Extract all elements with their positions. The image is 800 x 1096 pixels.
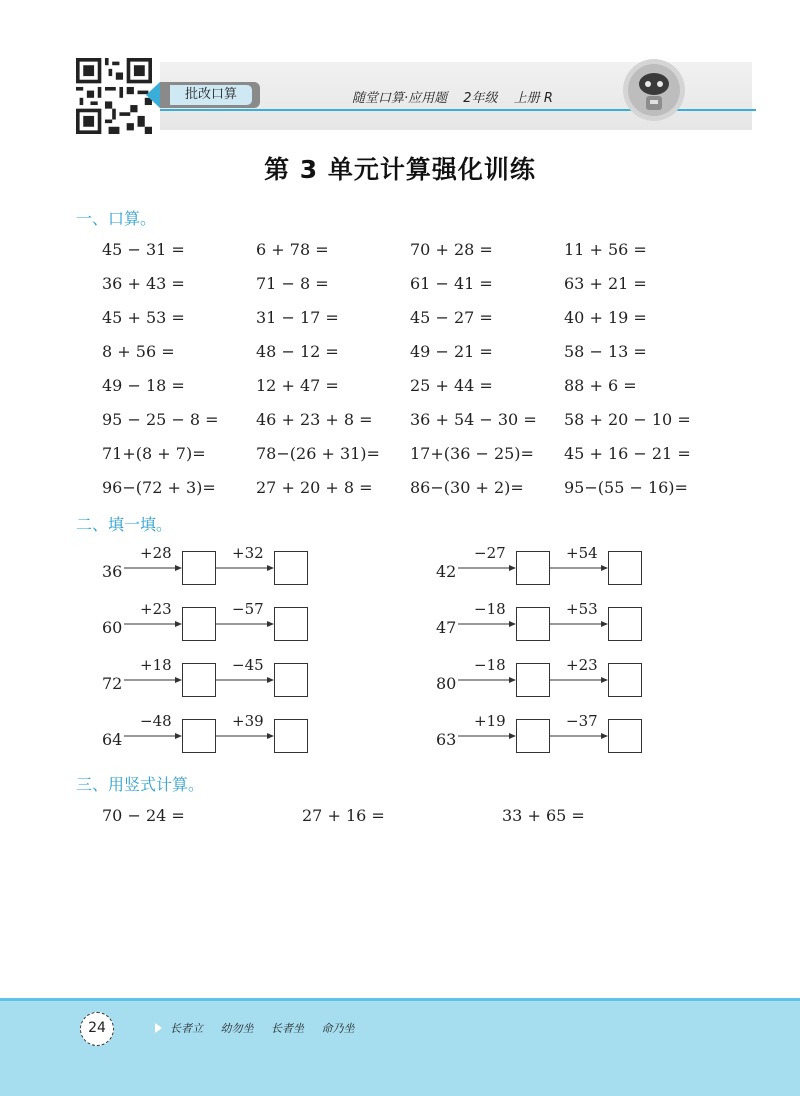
volume-label: 上册 R xyxy=(513,91,553,106)
arrow-right-icon xyxy=(458,675,516,685)
qr-code-icon[interactable] xyxy=(76,58,152,134)
arrow-right-icon xyxy=(216,731,274,741)
footer-divider xyxy=(0,998,800,1001)
oral-problem: 61 − 41 = xyxy=(410,274,493,293)
arrow-right-icon xyxy=(458,731,516,741)
chain-start-number: 60 xyxy=(102,618,123,637)
chain-operation-label: +32 xyxy=(232,544,264,562)
oral-problem: 11 + 56 = xyxy=(564,240,647,259)
oral-problem: 31 − 17 = xyxy=(256,308,339,327)
vertical-problem: 70 − 24 = xyxy=(102,806,185,825)
oral-problem: 70 + 28 = xyxy=(410,240,493,259)
answer-box[interactable] xyxy=(608,551,642,585)
chain-operation-label: −27 xyxy=(474,544,506,562)
oral-problem: 88 + 6 = xyxy=(564,376,637,395)
arrow-right-icon xyxy=(216,563,274,573)
oral-problem: 58 − 13 = xyxy=(564,342,647,361)
motto-phrase: 长者坐 xyxy=(271,1022,304,1035)
answer-box[interactable] xyxy=(274,663,308,697)
oral-problem: 78−(26 + 31)= xyxy=(256,444,380,463)
oral-problem: 48 − 12 = xyxy=(256,342,339,361)
play-arrow-icon xyxy=(155,1023,162,1033)
chain-start-number: 42 xyxy=(436,562,457,581)
page-title: 第 3 单元计算强化训练 xyxy=(264,155,536,184)
oral-problem: 12 + 47 = xyxy=(256,376,339,395)
oral-problem: 71 − 8 = xyxy=(256,274,329,293)
chain-operation-label: +54 xyxy=(566,544,598,562)
oral-problem: 45 + 16 − 21 = xyxy=(564,444,691,463)
chain-operation-label: −45 xyxy=(232,656,264,674)
chain-start-number: 63 xyxy=(436,730,457,749)
oral-problem: 49 − 18 = xyxy=(102,376,185,395)
oral-problem: 36 + 54 − 30 = xyxy=(410,410,537,429)
section-heading-vertical: 三、用竖式计算。 xyxy=(76,775,205,794)
answer-box[interactable] xyxy=(516,607,550,641)
oral-problem: 86−(30 + 2)= xyxy=(410,478,524,497)
oral-problem: 49 − 21 = xyxy=(410,342,493,361)
arrow-right-icon xyxy=(458,563,516,573)
oral-problem: 25 + 44 = xyxy=(410,376,493,395)
answer-box[interactable] xyxy=(182,551,216,585)
chain-start-number: 36 xyxy=(102,562,123,581)
oral-problem: 58 + 20 − 10 = xyxy=(564,410,691,429)
chain-operation-label: +23 xyxy=(566,656,598,674)
answer-box[interactable] xyxy=(274,719,308,753)
section-heading-oral: 一、口算。 xyxy=(76,209,157,228)
header-tab[interactable] xyxy=(160,82,260,108)
arrow-right-icon xyxy=(216,675,274,685)
fill-chain xyxy=(102,712,402,768)
section-heading-fill: 二、填一填。 xyxy=(76,515,173,534)
motto-phrase: 幼勿坐 xyxy=(220,1022,254,1035)
answer-box[interactable] xyxy=(608,663,642,697)
page-header xyxy=(0,0,800,140)
answer-box[interactable] xyxy=(182,663,216,697)
arrow-right-icon xyxy=(550,619,608,629)
oral-problem: 27 + 20 + 8 = xyxy=(256,478,373,497)
grade-label: 2年级 xyxy=(463,91,498,106)
oral-problem: 40 + 19 = xyxy=(564,308,647,327)
chain-operation-label: −48 xyxy=(140,712,172,730)
fill-chain xyxy=(436,656,736,712)
chain-operation-label: +18 xyxy=(140,656,172,674)
book-info xyxy=(352,87,565,106)
answer-box[interactable] xyxy=(274,607,308,641)
oral-problem: 8 + 56 = xyxy=(102,342,175,361)
answer-box[interactable] xyxy=(516,719,550,753)
fill-chain xyxy=(436,712,736,768)
motto-phrase: 命乃坐 xyxy=(321,1022,355,1035)
chain-start-number: 47 xyxy=(436,618,457,637)
page-number: 24 xyxy=(80,1012,114,1046)
vertical-problem: 33 + 65 = xyxy=(502,806,585,825)
motto-phrase: 长者立 xyxy=(170,1022,203,1035)
oral-problem: 95 − 25 − 8 = xyxy=(102,410,219,429)
answer-box[interactable] xyxy=(182,607,216,641)
chain-start-number: 80 xyxy=(436,674,457,693)
oral-problem: 96−(72 + 3)= xyxy=(102,478,216,497)
book-title: 随堂口算·应用题 xyxy=(352,91,448,106)
arrow-right-icon xyxy=(124,731,182,741)
chain-operation-label: −18 xyxy=(474,656,506,674)
oral-problem: 71+(8 + 7)= xyxy=(102,444,206,463)
oral-problem: 45 − 31 = xyxy=(102,240,185,259)
chain-start-number: 72 xyxy=(102,674,123,693)
arrow-right-icon xyxy=(124,563,182,573)
answer-box[interactable] xyxy=(608,719,642,753)
fill-chain xyxy=(102,656,402,712)
chain-operation-label: +28 xyxy=(140,544,172,562)
arrow-right-icon xyxy=(124,619,182,629)
fill-chain xyxy=(436,600,736,656)
answer-box[interactable] xyxy=(274,551,308,585)
answer-box[interactable] xyxy=(516,551,550,585)
chain-operation-label: +53 xyxy=(566,600,598,618)
header-tab-label: 批改口算 xyxy=(170,85,252,105)
oral-problem: 6 + 78 = xyxy=(256,240,329,259)
chain-start-number: 64 xyxy=(102,730,123,749)
oral-problem: 17+(36 − 25)= xyxy=(410,444,534,463)
oral-problem: 95−(55 − 16)= xyxy=(564,478,688,497)
arrow-right-icon xyxy=(458,619,516,629)
arrow-right-icon xyxy=(216,619,274,629)
answer-box[interactable] xyxy=(516,663,550,697)
oral-problem: 46 + 23 + 8 = xyxy=(256,410,373,429)
oral-problem: 45 − 27 = xyxy=(410,308,493,327)
answer-box[interactable] xyxy=(182,719,216,753)
footer-band xyxy=(0,998,800,1096)
arrow-right-icon xyxy=(550,675,608,685)
chain-operation-label: +23 xyxy=(140,600,172,618)
chain-operation-label: −18 xyxy=(474,600,506,618)
footer-motto xyxy=(170,1020,369,1036)
fill-chain xyxy=(436,544,736,600)
fill-chain xyxy=(102,600,402,656)
vertical-problem: 27 + 16 = xyxy=(302,806,385,825)
oral-problem: 36 + 43 = xyxy=(102,274,185,293)
chain-operation-label: +39 xyxy=(232,712,264,730)
chain-operation-label: +19 xyxy=(474,712,506,730)
arrow-right-icon xyxy=(124,675,182,685)
oral-problem: 63 + 21 = xyxy=(564,274,647,293)
arrow-right-icon xyxy=(550,731,608,741)
arrow-right-icon xyxy=(550,563,608,573)
chain-operation-label: −57 xyxy=(232,600,264,618)
robot-mascot-icon xyxy=(622,58,686,122)
answer-box[interactable] xyxy=(608,607,642,641)
oral-problem: 45 + 53 = xyxy=(102,308,185,327)
fill-chain xyxy=(102,544,402,600)
chain-operation-label: −37 xyxy=(566,712,598,730)
